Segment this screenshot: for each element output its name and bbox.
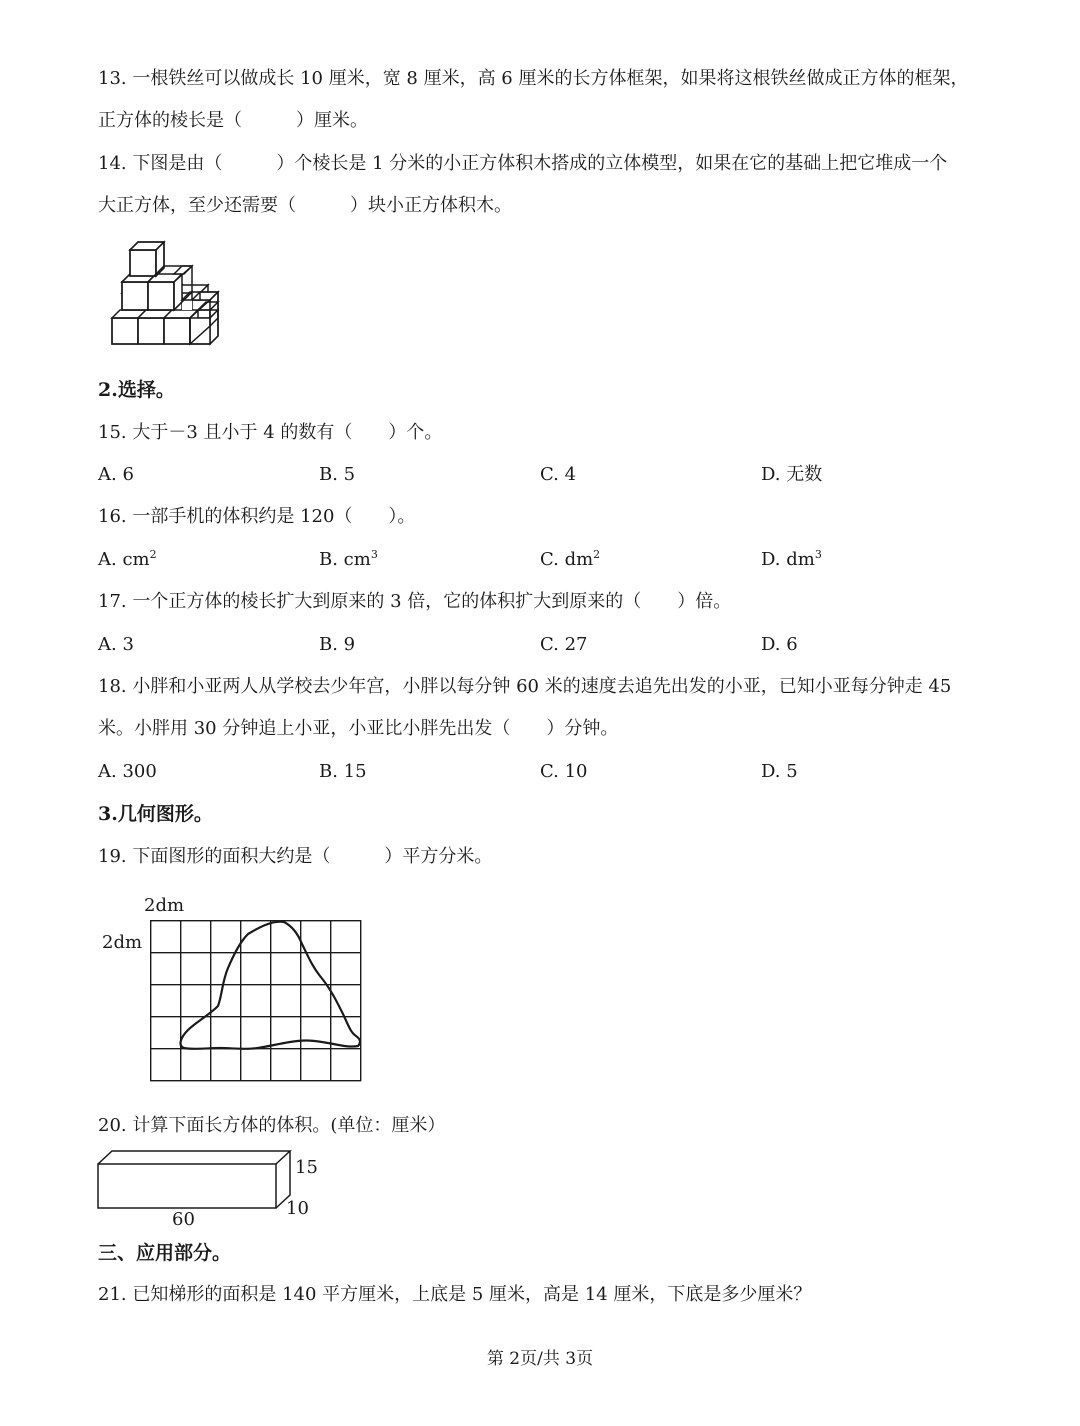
q13-line-2: 正方体的棱长是（ ）厘米。 (98, 110, 368, 131)
q14-line-1: 14. 下图是由（ ）个棱长是 1 分米的小正方体积木搭成的立体模型，如果在它的基础上把它堆成一个 (98, 153, 948, 174)
grid-top-label: 2dm (144, 895, 185, 916)
area-grid-figure (150, 920, 362, 1082)
q15-option-c[interactable]: C. 4 (540, 464, 577, 485)
section-2-title: 2.选择。 (98, 379, 175, 401)
cube-stack-figure (106, 236, 222, 348)
q19-stem: 19. 下面图形的面积大约是（ ）平方分米。 (98, 846, 493, 867)
q21-stem: 21. 已知梯形的面积是 140 平方厘米，上底是 5 厘米，高是 14 厘米，下底是多少厘米？ (98, 1284, 812, 1305)
q15-option-b[interactable]: B. 5 (319, 464, 356, 485)
q15-option-d[interactable]: D. 无数 (761, 464, 823, 485)
q18-line-2: 米。小胖用 30 分钟追上小亚，小亚比小胖先出发（ ）分钟。 (98, 718, 619, 739)
q18-option-c[interactable]: C. 10 (540, 761, 588, 782)
q20-stem: 20. 计算下面长方体的体积。(单位：厘米） (98, 1115, 446, 1136)
cuboid-length-label: 60 (172, 1209, 195, 1230)
cuboid-figure (97, 1150, 297, 1210)
q15-option-a[interactable]: A. 6 (98, 464, 134, 485)
q17-option-d[interactable]: D. 6 (761, 634, 798, 655)
q15-stem: 15. 大于－3 且小于 4 的数有（ ）个。 (98, 422, 443, 443)
q18-option-d[interactable]: D. 5 (761, 761, 798, 782)
page-number: 第 2页/共 3页 (486, 1349, 594, 1369)
q14-line-2: 大正方体，至少还需要（ ）块小正方体积木。 (98, 195, 512, 216)
q16-option-a[interactable]: A. $cm^2$ (98, 548, 157, 570)
q16-option-c[interactable]: C. $dm^2$ (540, 548, 601, 570)
q17-option-b[interactable]: B. 9 (319, 634, 356, 655)
q16-option-d[interactable]: D. $dm^3$ (761, 548, 822, 570)
section-application-title: 三、应用部分。 (98, 1242, 232, 1264)
q16-stem: 16. 一部手机的体积约是 120（ ）。 (98, 506, 416, 527)
cube-tier2-right (174, 266, 192, 274)
q18-option-a[interactable]: A. 300 (98, 761, 157, 782)
cuboid-height-label: 15 (295, 1157, 318, 1178)
q17-stem: 17. 一个正方体的棱长扩大到原来的 3 倍，它的体积扩大到原来的（ ）倍。 (98, 591, 732, 612)
q16-option-b[interactable]: B. $cm^3$ (319, 548, 378, 570)
q17-option-c[interactable]: C. 27 (540, 634, 588, 655)
grid-left-label: 2dm (102, 932, 143, 953)
q18-option-b[interactable]: B. 15 (319, 761, 367, 782)
cuboid-width-label: 10 (286, 1198, 309, 1219)
grid-frame (151, 921, 361, 1081)
q18-line-1: 18. 小胖和小亚两人从学校去少年宫，小胖以每分钟 60 米的速度去追先出发的小亚，已知小亚每分钟走 45 (98, 676, 952, 697)
q17-option-a[interactable]: A. 3 (98, 634, 134, 655)
q13-line-1: 13. 一根铁丝可以做成长 10 厘米，宽 8 厘米，高 6 厘米的长方体框架，如果将这根铁丝做成正方体的框架， (98, 68, 969, 89)
section-3-title: 3.几何图形。 (98, 803, 213, 825)
